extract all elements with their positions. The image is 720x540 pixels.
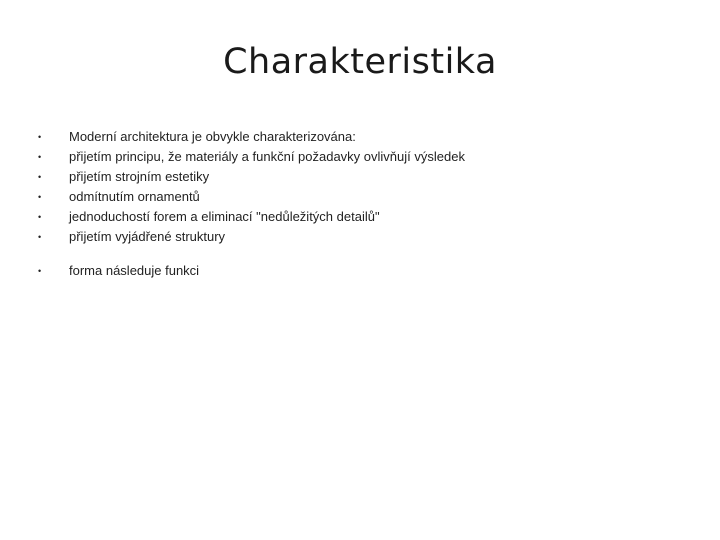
bullet-icon: • — [38, 212, 42, 222]
list-item — [38, 227, 698, 247]
bullet-group-main — [38, 127, 698, 247]
bullet-icon: • — [38, 152, 42, 162]
bullet-icon: • — [38, 172, 42, 182]
list-item-text: odmítnutím ornamentů — [69, 189, 200, 204]
list-item-text: Moderní architektura je obvykle charakterizována: — [69, 129, 356, 144]
list-item — [38, 261, 698, 281]
list-item-text: jednoduchostí forem a eliminací "nedůležitých detailů" — [69, 209, 380, 224]
list-item — [38, 127, 698, 147]
bullet-list — [38, 127, 698, 281]
bullet-icon: • — [38, 132, 42, 142]
list-item-text: forma následuje funkci — [69, 263, 200, 278]
list-item — [38, 207, 698, 227]
bullet-icon: • — [38, 192, 42, 202]
list-item-text: přijetím principu, že materiály a funkční požadavky ovlivňují výsledek — [69, 149, 465, 164]
list-item-text: přijetím strojním estetiky — [69, 169, 210, 184]
list-item-text: přijetím vyjádřené struktury — [69, 229, 226, 244]
bullet-icon: • — [38, 232, 42, 242]
list-item — [38, 167, 698, 187]
bullet-group-secondary — [38, 261, 698, 281]
bullet-icon: • — [38, 266, 42, 276]
slide-title-text: Charakteristika — [223, 42, 497, 82]
slide-title — [0, 42, 720, 82]
list-item — [38, 147, 698, 167]
list-item — [38, 187, 698, 207]
